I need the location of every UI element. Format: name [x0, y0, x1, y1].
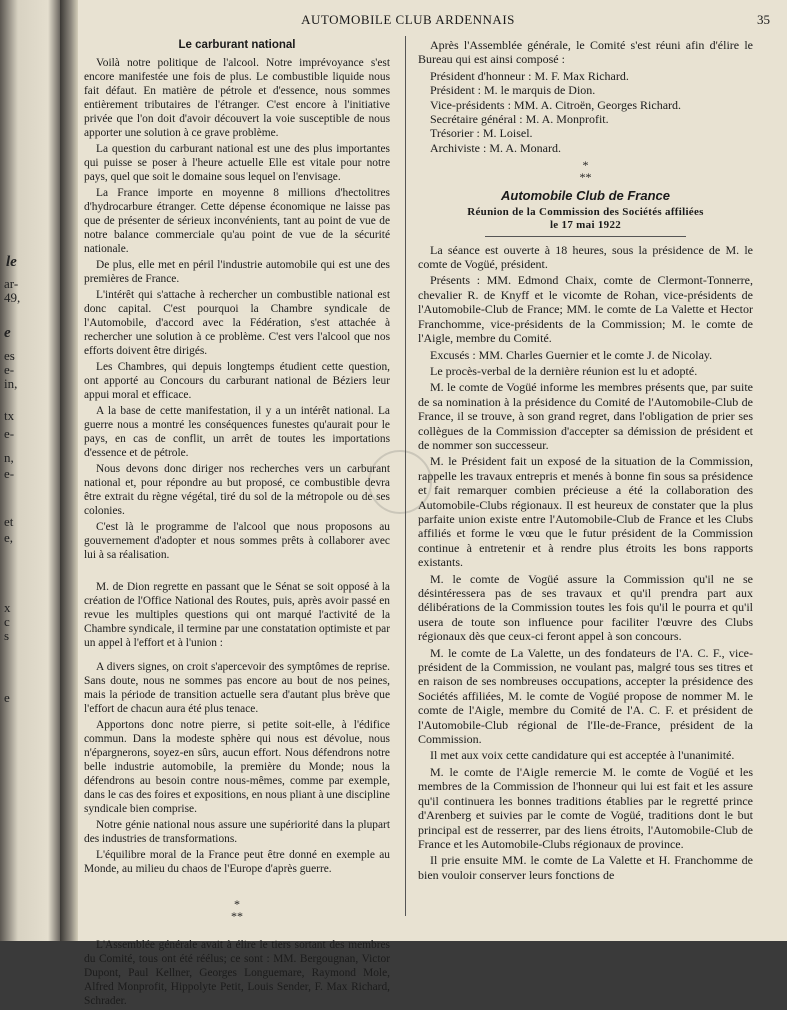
- paragraph: M. le comte de Vogüé assure la Commission qu'il ne se désintéressera pas de ses travaux et qu'il prendra part aux délibérations de la Commission toutes les fois qu'il le pourra et qu'il usera de toute son influence pour faciliter l'œuvre des Clubs régionaux dès que ceux-ci feront appel à son concours.: [418, 571, 753, 644]
- bureau-line: Trésorier : M. Loisel.: [430, 126, 533, 141]
- paragraph: Le procès-verbal de la dernière réunion est lu et adopté.: [430, 363, 698, 378]
- bureau-line: Secrétaire général : M. A. Monprofit.: [430, 112, 609, 127]
- edge-fragment: es: [4, 348, 15, 363]
- paragraph: L'intérêt qui s'attache à rechercher un combustible national est donc capital. C'est pourquoi la Chambre syndicale de l'Automobile, d'accord avec la Fédération, s'est attachée à rechercher une solution à ce problème. C'est vers l'alcool que nos efforts doivent être dirigés.: [84, 289, 390, 357]
- bureau-line: Archiviste : M. A. Monard.: [430, 140, 561, 155]
- edge-fragment: e: [4, 325, 11, 341]
- paragraph: Il prie ensuite MM. le comte de La Valette et H. Franchomme de bien vouloir conserver leurs fonctions de: [418, 853, 753, 882]
- paragraph: L'Assemblée générale avait à élire le tiers sortant des membres du Comité, tous ont été réélus; ce sont : MM. Bergougnan, Victor Dupont, Paul Kellner, Georges Longuemare, Raymond Mole, Alfred Monprofit, Hippolyte Petit, Louis Sender, F. Max Richard, Schrader.: [84, 939, 390, 1007]
- subtitle-rule: [485, 236, 686, 237]
- paragraph: M. le comte de Vogüé informe les membres présents que, par suite de sa nomination à la présidence du Comité de l'Automobile-Club de France, il se trouve, à son grand regret, dans l'obligation de prier ses collègues de la Commission d'accepter sa démission de président et de nommer son successeur.: [418, 380, 753, 452]
- edge-fragment: ar-: [4, 276, 19, 291]
- paragraph: Excusés : MM. Charles Guernier et le comte J. de Nicolay.: [430, 347, 713, 362]
- edge-fragment: e-: [4, 362, 15, 377]
- previous-page-edge: [0, 0, 60, 941]
- paragraph: A la base de cette manifestation, il y a un intérêt national. La guerre nous a montré les conséquences funestes qu'aurait pour le pays, en cas de conflit, un arrêt de toutes les importations d'essence et de pétrole.: [84, 405, 390, 459]
- section-title-carburant: Le carburant national: [178, 39, 296, 51]
- page-number: 35: [757, 12, 770, 27]
- paragraph: Les Chambres, qui depuis longtemps étudient cette question, ont apporté au Concours du carburant national de Béziers leur appui moral et efficace.: [84, 361, 390, 401]
- separator-stars: * **: [579, 158, 592, 185]
- paragraph: Nous devons donc diriger nos recherches vers un carburant national et, pour répondre au but proposé, ce combustible devra être extrait du règne végétal, tiré du sol de la métropole ou de ses colonies.: [84, 463, 390, 517]
- header-title: AUTOMOBILE CLUB ARDENNAIS: [301, 12, 515, 27]
- library-stamp: [368, 450, 432, 514]
- section-title-acf: Automobile Club de France: [500, 188, 670, 204]
- paragraph: La question du carburant national est une des plus importantes qui puisse se poser à l'heure actuelle Elle est vitale pour notre pays, quel que soit le domaine sous lequel on l'envisage.: [84, 143, 390, 183]
- subtitle-line-2: le 17 mai 1922: [549, 218, 622, 231]
- edge-fragment: c: [4, 614, 10, 629]
- edge-fragment: e-: [4, 426, 15, 441]
- bureau-line: Vice-présidents : MM. A. Citroën, Georges Richard.: [430, 97, 682, 112]
- paragraph: De plus, elle met en péril l'industrie automobile qui est une des premières de France.: [84, 259, 390, 285]
- paragraph: L'équilibre moral de la France peut être donné en exemple au Monde, au milieu du chaos de l'Europe d'après guerre.: [84, 849, 390, 875]
- paragraph: Présents : MM. Edmond Chaix, comte de Clermont-Tonnerre, chevalier R. de Knyff et le vicomte de Rohan, vice-présidents de l'Automobile-Club de France; MM. le comte de La Valette et Hector Franchomme, vice-présidents de la Commission; M. le comte de l'Aigle, membre du Comité.: [418, 273, 753, 346]
- edge-fragment: et: [4, 514, 14, 529]
- paragraph: Apportons donc notre pierre, si petite soit-elle, à l'édifice commun. Dans la modeste sphère qui nous est dévolue, nous n'épargnerons, soyez-en sûrs, aucun effort. Nous défendrons notre belle industrie automobile, la première du Monde; nous la défendrons au besoin contre nous-mêmes, comme par exemple, dans le cas des foires et expositions, en nous pliant à une discipline syndicale bien comprise.: [84, 719, 390, 815]
- edge-fragment: s: [4, 628, 10, 643]
- paragraph: M. le comte de l'Aigle remercie M. le comte de Vogüé et les membres de la Commission de l'honneur qui lui est fait et les assure qu'il continuera les bonnes traditions établies par le regretté prince d'Arenberg et suivies par le comte de Vogüé, traditions dont le but principal est de resserrer, par des liens étroits, l'Automobile-Club de France et les Automobile-Clubs régionaux de province.: [418, 764, 753, 851]
- paragraph: La séance est ouverte à 18 heures, sous la présidence de M. le comte de Vogüé, président.: [418, 242, 753, 272]
- separator-stars: * **: [231, 897, 243, 923]
- page-gutter: [60, 0, 78, 941]
- paragraph: C'est là le programme de l'alcool que nous proposons au gouvernement d'adopter et nous sommes prêts à collaborer avec lui à sa réalisation.: [84, 521, 390, 561]
- edge-fragment: e: [4, 690, 10, 705]
- edge-fragment: n,: [4, 450, 14, 465]
- edge-fragment: 49,: [4, 290, 21, 305]
- edge-fragment: tx: [4, 408, 15, 423]
- left-column: [84, 38, 390, 1010]
- paragraph: La France importe en moyenne 8 millions d'hectolitres d'hydrocarbure étranger. Cette dépense économique ne laisse pas que de présenter de sérieux inconvénients, tant au point de vue de notre balance commerciale qu'au point de vue de la sécurité nationale.: [84, 187, 390, 255]
- right-column: [418, 38, 753, 884]
- running-header: [78, 12, 778, 34]
- bureau-line: Président : M. le marquis de Dion.: [430, 83, 596, 98]
- section-subtitle: [418, 206, 753, 232]
- edge-fragment: in,: [4, 376, 18, 391]
- paragraph: M. de Dion regrette en passant que le Sénat se soit opposé à la création de l'Office National des Routes, puis, après avoir passé en revue les multiples questions qui ont marqué l'activité de la Chambre syndicale, il termine par une constatation optimiste et par un appel à l'effort et à l'union :: [84, 581, 390, 649]
- paragraph: Après l'Assemblée générale, le Comité s'est réuni afin d'élire le Bureau qui est ainsi composé :: [418, 38, 753, 67]
- paragraph: Voilà notre politique de l'alcool. Notre imprévoyance s'est encore manifestée une fois de plus. Le combustible liquide nous fait défaut. En matière de pétrole et d'essence, nous sommes entièrement tributaires de l'étranger. C'est encore à l'initiative privée que l'on doit d'avoir découvert la voie susceptible de nous apporter une solution à ce grave problème.: [84, 57, 390, 139]
- spacer: [84, 652, 390, 660]
- edge-fragment: e,: [4, 530, 14, 545]
- edge-fragment: e-: [4, 466, 15, 481]
- paragraph: A divers signes, on croit s'apercevoir des symptômes de reprise. Sans doute, nous ne sommes pas encore au bout de nos peines, mais la période de transition actuelle sera d'autant plus brève que l'effort de chacun aura été plus tenace.: [84, 661, 390, 715]
- paragraph: M. le comte de La Valette, un des fondateurs de l'A. C. F., vice-président de la Commission, ne voulant pas, malgré tous ses titres et en raison de ses nombreuses occupations, accepter la présidence des Sociétés affiliées, M. le comte de Vogüé propose de nommer M. le comte de l'Aigle, membre du Comité de l'A. C. F. et président de l'Automobile-Club régional de l'Ile-de-France, président de la Commission.: [418, 645, 753, 747]
- paragraph: Il met aux voix cette candidature qui est acceptée à l'unanimité.: [430, 748, 735, 763]
- edge-fragment: le: [6, 254, 17, 270]
- spacer: [84, 564, 390, 580]
- edge-fragment: x: [4, 600, 11, 615]
- paragraph: Notre génie national nous assure une supériorité dans la plupart des industries de transformations.: [84, 819, 390, 845]
- bureau-line: Président d'honneur : M. F. Max Richard.: [430, 68, 629, 83]
- subtitle-line-1: Réunion de la Commission des Sociétés affiliées: [467, 205, 704, 218]
- paragraph: M. le Président fait un exposé de la situation de la Commission, rappelle les travaux entrepris et menés à bonne fin sous sa présidence et fait remarquer combien précieuse a été la collaboration des Automobile-Clubs régionaux. Il est heureux de constater que la plus parfaite union existe entre l'Automobile-Club de France et les Clubs affiliés et forme le vœu que le futur président de la Commission continue à entretenir et à rendre plus étroits les bons rapports existants.: [418, 454, 753, 570]
